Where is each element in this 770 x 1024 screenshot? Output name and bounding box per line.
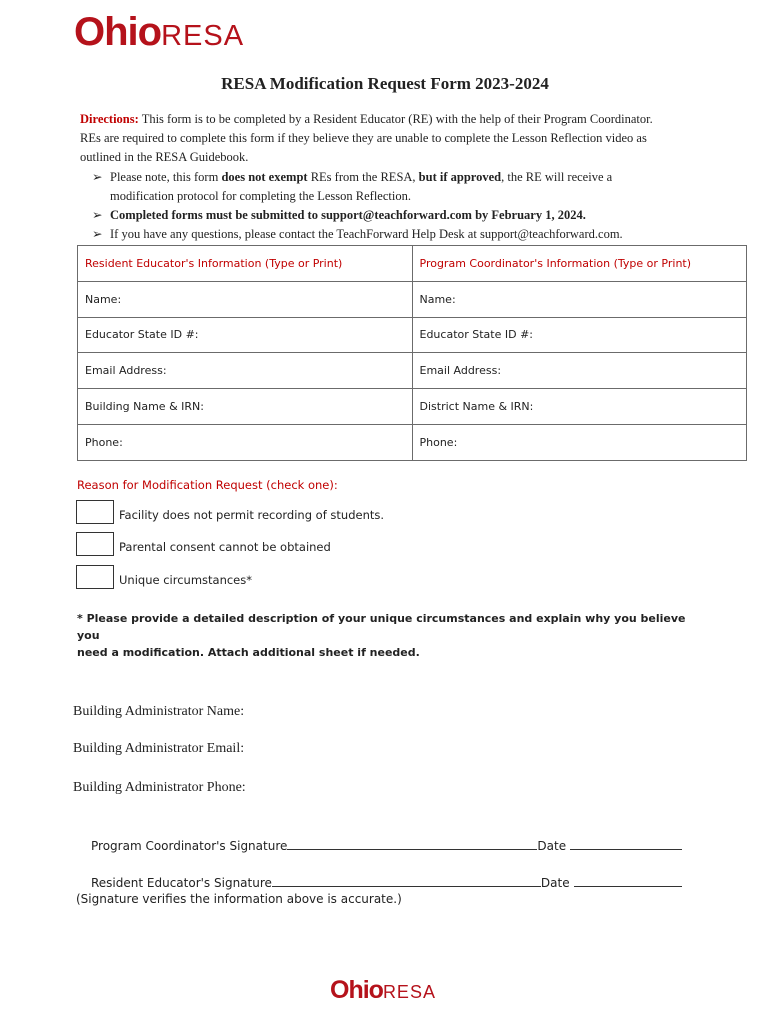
coordinator-signature-line[interactable] [287, 838, 537, 850]
re-building-field[interactable]: Building Name & IRN: [78, 389, 413, 425]
directions-label: Directions: [80, 112, 139, 126]
educator-date-label: Date [540, 876, 570, 890]
parental-consent-checkbox[interactable] [76, 532, 114, 556]
resident-educator-header: Resident Educator's Information (Type or Print) [78, 246, 413, 282]
information-table [77, 245, 747, 461]
educator-signature-label: Resident Educator's Signature [91, 876, 272, 890]
form-title: RESA Modification Request Form 2023-2024 [221, 74, 549, 93]
bullet-item: ➢ If you have any questions, please contact the TeachForward Help Desk at support@teachforward.com. [92, 225, 692, 244]
coordinator-signature-label: Program Coordinator's Signature [91, 839, 288, 853]
coordinator-date-label: Date [537, 839, 567, 853]
admin-phone-label[interactable]: Building Administrator Phone: [73, 780, 246, 795]
program-coordinator-header: Program Coordinator's Information (Type or Print) [412, 246, 747, 282]
pc-name-field[interactable]: Name: [412, 281, 747, 317]
bullet-item: ➢ Please note, this form does not exempt REs from the RESA, but if approved, the RE will receive a modification protocol for completing the Lesson Reflection. [92, 170, 613, 203]
unique-circumstances-checkbox[interactable] [76, 565, 114, 589]
re-phone-field[interactable]: Phone: [78, 424, 413, 460]
re-state-id-field[interactable]: Educator State ID #: [78, 317, 413, 353]
pc-state-id-field[interactable]: Educator State ID #: [412, 317, 747, 353]
directions-paragraph: Directions: This form is to be completed by a Resident Educator (RE) with the help of their Program Coordinator. REs are required to complete this form if they believe they are unable to complete the Lesson Reflection video as outlined in the RESA Guidebook. [80, 112, 653, 164]
signature-note: (Signature verifies the information above is accurate.) [76, 892, 402, 906]
pc-district-field[interactable]: District Name & IRN: [412, 389, 747, 425]
facility-checkbox[interactable] [76, 500, 114, 524]
ohio-resa-logo-bottom: OhioRESA [330, 976, 436, 1004]
arrow-bullet-icon: ➢ [92, 208, 103, 222]
educator-date-line[interactable] [574, 875, 682, 887]
coordinator-date-line[interactable] [570, 838, 682, 850]
admin-email-label[interactable]: Building Administrator Email: [73, 741, 245, 756]
arrow-bullet-icon: ➢ [92, 170, 103, 184]
directions-bullets [92, 168, 692, 244]
bullet-item: ➢ Completed forms must be submitted to support@teachforward.com by February 1, 2024. [92, 206, 692, 225]
re-name-field[interactable]: Name: [78, 281, 413, 317]
pc-email-field[interactable]: Email Address: [412, 353, 747, 389]
pc-phone-field[interactable]: Phone: [412, 424, 747, 460]
reason-label: Reason for Modification Request (check one): [77, 478, 338, 492]
educator-signature-line[interactable] [272, 875, 541, 887]
admin-name-label[interactable]: Building Administrator Name: [73, 704, 245, 719]
arrow-bullet-icon: ➢ [92, 227, 103, 241]
educator-signature-row [91, 875, 682, 890]
ohio-resa-logo-top: OhioRESA [74, 10, 245, 54]
re-email-field[interactable]: Email Address: [78, 353, 413, 389]
unique-circumstances-note: * Please provide a detailed description of your unique circumstances and explain why you believe you need a modification. Attach additional sheet if needed. [77, 612, 686, 659]
coordinator-signature-row [91, 838, 682, 853]
